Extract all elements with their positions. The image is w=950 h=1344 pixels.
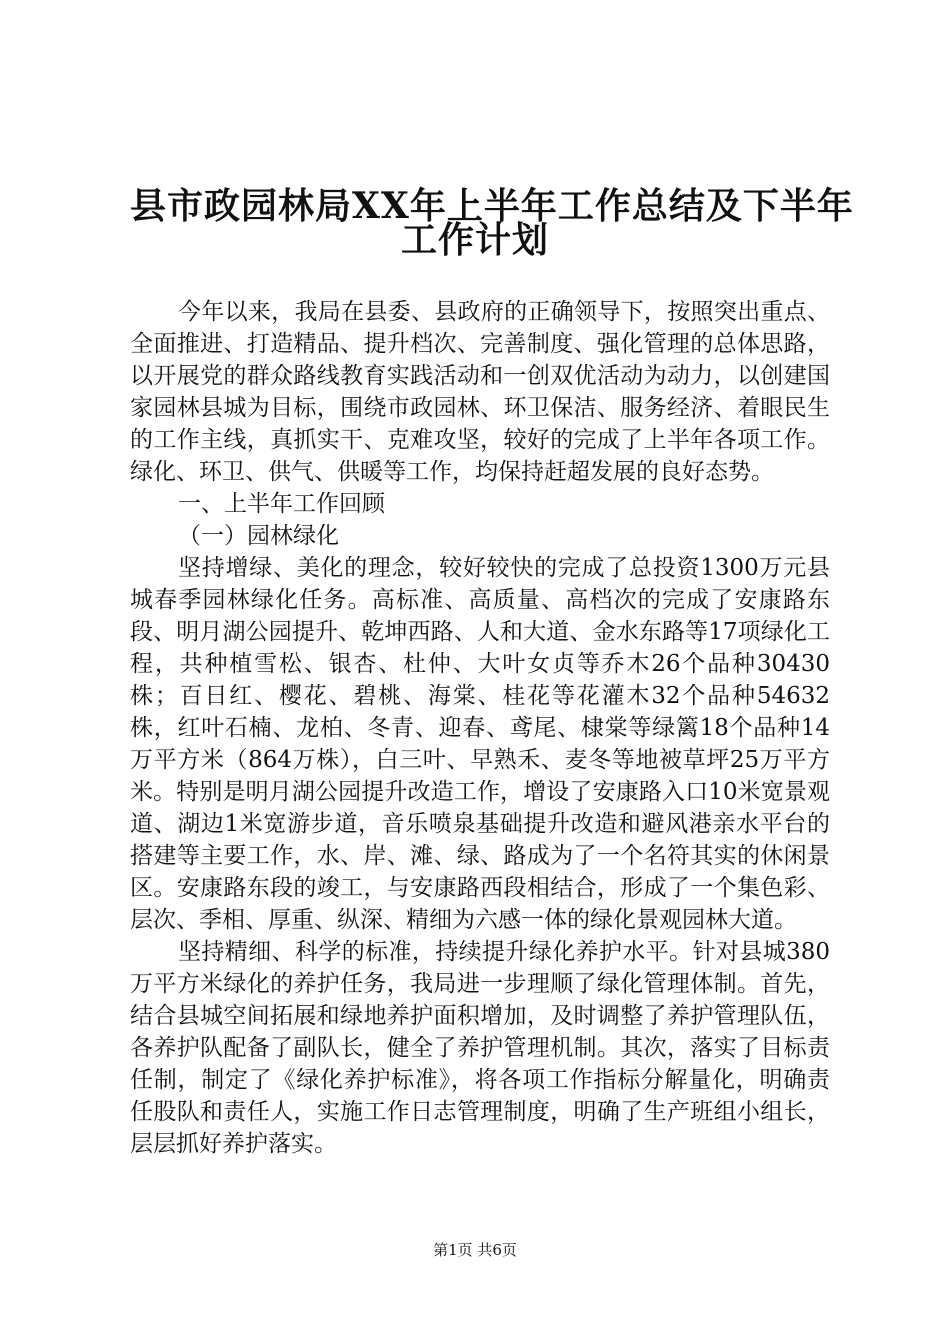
greening-paragraph: 坚持增绿、美化的理念，较好较快的完成了总投资1300万元县城春季园林绿化任务。高标准、高质量、高档次的完成了安康路东段、明月湖公园提升、乾坤西路、人和大道、金水东路等17项绿化工程，共种植雪松、银杏、杜仲、大叶女贞等乔木26个品种30430株；百日红、樱花、碧桃、海棠、桂花等花灌木32个品种54632株，红叶石楠、龙柏、冬青、迎春、鸢尾、棣棠等绿篱18个品种14万平方米（864万株），白三叶、早熟禾、麦冬等地被草坪25万平方米。特别是明月湖公园提升改造工作，增设了安康路入口10米宽景观道、湖边1米宽游步道，音乐喷泉基础提升改造和避风港亲水平台的搭建等主要工作，水、岸、滩、绿、路成为了一个名符其实的休闲景区。安康路东段的竣工，与安康路西段相结合，形成了一个集色彩、层次、季相、厚重、纵深、精细为六感一体的绿化景观园林大道。 [130,555,830,933]
document-title-line-1: 县市政园林局XX年上半年工作总结及下半年 [130,185,854,227]
document-body [130,296,830,1160]
maintenance-paragraph: 坚持精细、科学的标准，持续提升绿化养护水平。针对县城380万平方米绿化的养护任务，我局进一步理顺了绿化管理体制。首先，结合县城空间拓展和绿地养护面积增加，及时调整了养护管理队伍，各养护队配备了副队长，健全了养护管理机制。其次，落实了目标责任制，制定了《绿化养护标准》，将各项工作指标分解量化，明确责任股队和责任人，实施工作日志管理制度，明确了生产班组小组长，层层抓好养护落实。 [130,939,830,1157]
subsection-heading-1: （一）园林绿化 [178,523,339,549]
page-number-footer: 第1页 共6页 [433,1241,517,1259]
section-heading-1: 一、上半年工作回顾 [178,491,385,517]
document-title-line-2: 工作计划 [400,219,549,261]
intro-paragraph: 今年以来，我局在县委、县政府的正确领导下，按照突出重点、全面推进、打造精品、提升档次、完善制度、强化管理的总体思路，以开展党的群众路线教育实践活动和一创双优活动为动力，以创建国家园林县城为目标，围绕市政园林、环卫保洁、服务经济、着眼民生的工作主线，真抓实干、克难攻坚，较好的完成了上半年各项工作。绿化、环卫、供气、供暖等工作，均保持赶超发展的良好态势。 [130,299,830,485]
